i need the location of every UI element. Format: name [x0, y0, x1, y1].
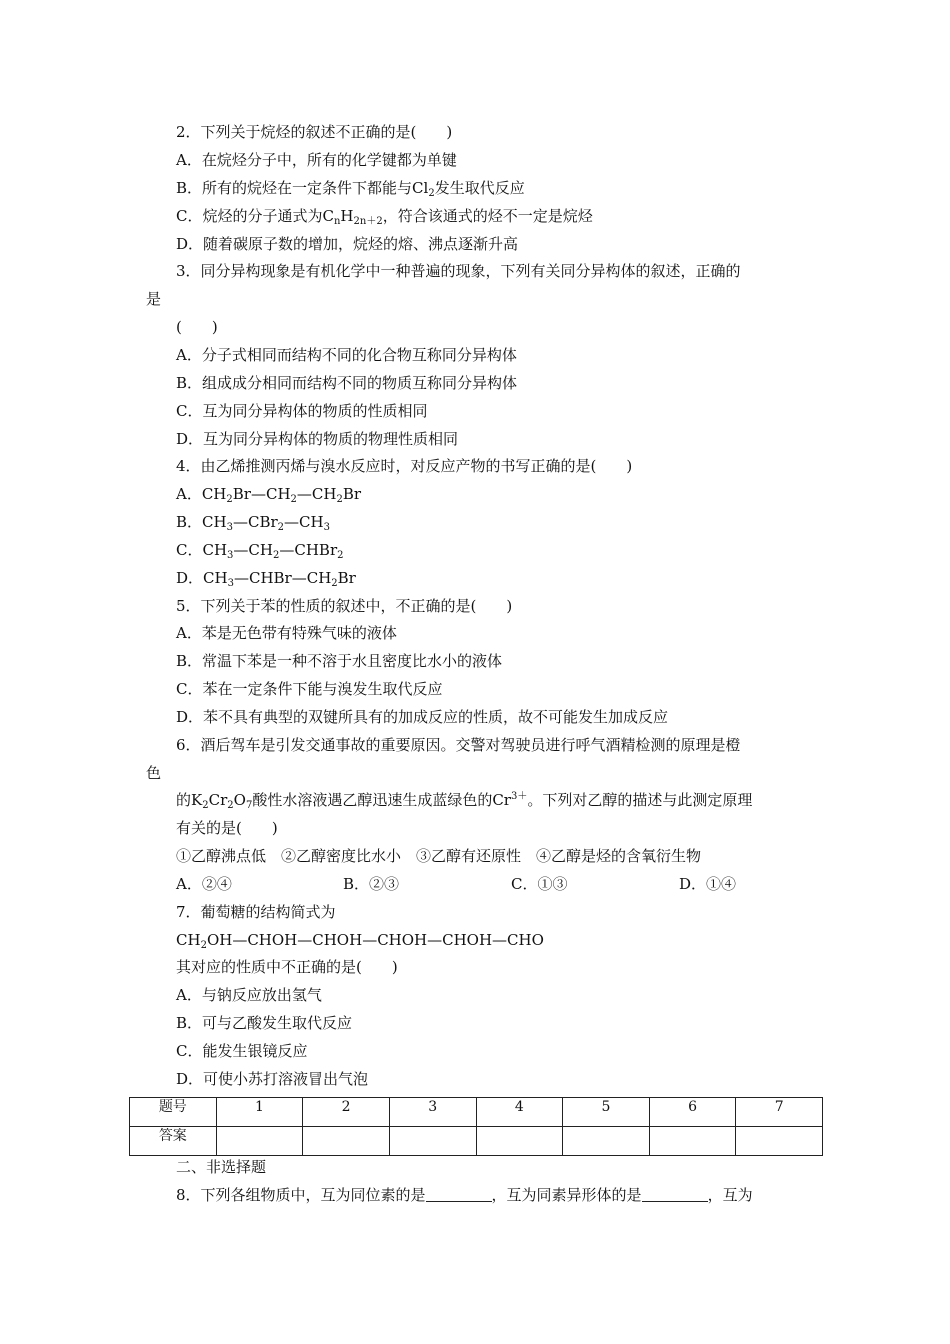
- q2-option-a: A．在烷烃分子中，所有的化学键都为单键: [176, 151, 457, 169]
- answer-cell[interactable]: [389, 1127, 476, 1156]
- q6-option-a: A．②④: [176, 875, 232, 893]
- answer-table-answer-label: 答案: [130, 1127, 217, 1156]
- answer-cell[interactable]: [563, 1127, 650, 1156]
- q2-stem: 2．下列关于烷烃的叙述不正确的是( ): [176, 123, 453, 141]
- q7-option-c: C．能发生银镜反应: [176, 1042, 308, 1060]
- q6-option-c: C．①③: [511, 875, 568, 893]
- q3-answer-paren: ( ): [176, 318, 218, 336]
- q2-option-b: B．所有的烷烃在一定条件下都能与$Cl_2$发生取代反应: [176, 179, 525, 199]
- q7-option-a: A．与钠反应放出氢气: [176, 986, 322, 1004]
- answer-table-number: 7: [736, 1098, 823, 1127]
- answer-table: [129, 1097, 823, 1156]
- q4-option-b: B．$CH_3—CBr_2—CH_3$: [176, 513, 330, 533]
- q4-option-d: D．$CH_3—CHBr—CH_2Br$: [176, 569, 356, 589]
- q3-option-a: A．分子式相同而结构不同的化合物互称同分异构体: [176, 346, 517, 364]
- q5-option-c: C．苯在一定条件下能与溴发生取代反应: [176, 680, 443, 698]
- answer-table-number: 6: [649, 1098, 736, 1127]
- answer-cell[interactable]: [649, 1127, 736, 1156]
- q8-stem: 8．下列各组物质中，互为同位素的是 ，互为同素异形体的是 ，互为: [176, 1186, 753, 1204]
- q6-stem-line2: 色: [146, 764, 162, 782]
- q3-stem-line1: 3．同分异构现象是有机化学中一种普遍的现象，下列有关同分异构体的叙述，正确的: [176, 262, 741, 280]
- q7-formula: $CH_2OH—CHOH—CHOH—CHOH—CHOH—CHO$: [176, 931, 544, 951]
- q6-option-b: B．②③: [343, 875, 400, 893]
- q7-option-d: D．可使小苏打溶液冒出气泡: [176, 1070, 369, 1088]
- q5-stem: 5．下列关于苯的性质的叙述中，不正确的是( ): [176, 597, 513, 615]
- answer-cell[interactable]: [216, 1127, 303, 1156]
- answer-table-number: 3: [389, 1098, 476, 1127]
- answer-table-number: 1: [216, 1098, 303, 1127]
- q6-statements: ①乙醇沸点低 ②乙醇密度比水小 ③乙醇有还原性 ④乙醇是烃的含氧衍生物: [176, 847, 702, 865]
- q7-stem: 7．葡萄糖的结构简式为: [176, 903, 336, 921]
- q6-stem-line3: 的$K_2Cr_2O_7$酸性水溶液遇乙醇迅速生成蓝绿色的$Cr^{3+}$。下列对乙醇的描述与此测定原理: [176, 791, 753, 811]
- q2-option-d: D．随着碳原子数的增加，烷烃的熔、沸点逐渐升高: [176, 235, 519, 253]
- q4-option-a: A．$CH_2Br—CH_2—CH_2Br$: [176, 485, 362, 505]
- q4-option-c: C．$CH_3—CH_2—CHBr_2$: [176, 541, 344, 561]
- q3-option-c: C．互为同分异构体的物质的性质相同: [176, 402, 428, 420]
- q3-stem-line2: 是: [146, 290, 162, 308]
- answer-table-number: 4: [476, 1098, 563, 1127]
- answer-table-header-row: [130, 1098, 823, 1127]
- q6-stem-line1: 6．酒后驾车是引发交通事故的重要原因。交警对驾驶员进行呼气酒精检测的原理是橙: [176, 736, 741, 754]
- q7-option-b: B．可与乙酸发生取代反应: [176, 1014, 353, 1032]
- q5-option-b: B．常温下苯是一种不溶于水且密度比水小的液体: [176, 652, 503, 670]
- q8-blank-isotopes[interactable]: [426, 1187, 492, 1202]
- answer-table-answer-row: [130, 1127, 823, 1156]
- q4-stem: 4．由乙烯推测丙烯与溴水反应时，对反应产物的书写正确的是( ): [176, 457, 633, 475]
- answer-table-number: 5: [563, 1098, 650, 1127]
- q3-option-d: D．互为同分异构体的物质的物理性质相同: [176, 430, 459, 448]
- q3-option-b: B．组成成分相同而结构不同的物质互称同分异构体: [176, 374, 518, 392]
- q5-option-d: D．苯不具有典型的双键所具有的加成反应的性质，故不可能发生加成反应: [176, 708, 669, 726]
- q7-question: 其对应的性质中不正确的是( ): [176, 958, 398, 976]
- q6-option-d: D．①④: [679, 875, 737, 893]
- answer-table-header-label: 题号: [130, 1098, 217, 1127]
- q5-option-a: A．苯是无色带有特殊气味的液体: [176, 624, 397, 642]
- answer-table-number: 2: [303, 1098, 390, 1127]
- answer-cell[interactable]: [476, 1127, 563, 1156]
- answer-cell[interactable]: [303, 1127, 390, 1156]
- q6-options: [0, 874, 950, 894]
- q8-blank-allotropes[interactable]: [642, 1187, 708, 1202]
- q2-option-c: C．烷烃的分子通式为$C_nH_{2n+2}$，符合该通式的烃不一定是烷烃: [176, 207, 593, 227]
- section2-title: 二、非选择题: [176, 1158, 267, 1176]
- answer-cell[interactable]: [736, 1127, 823, 1156]
- q6-stem-line4: 有关的是( ): [176, 819, 278, 837]
